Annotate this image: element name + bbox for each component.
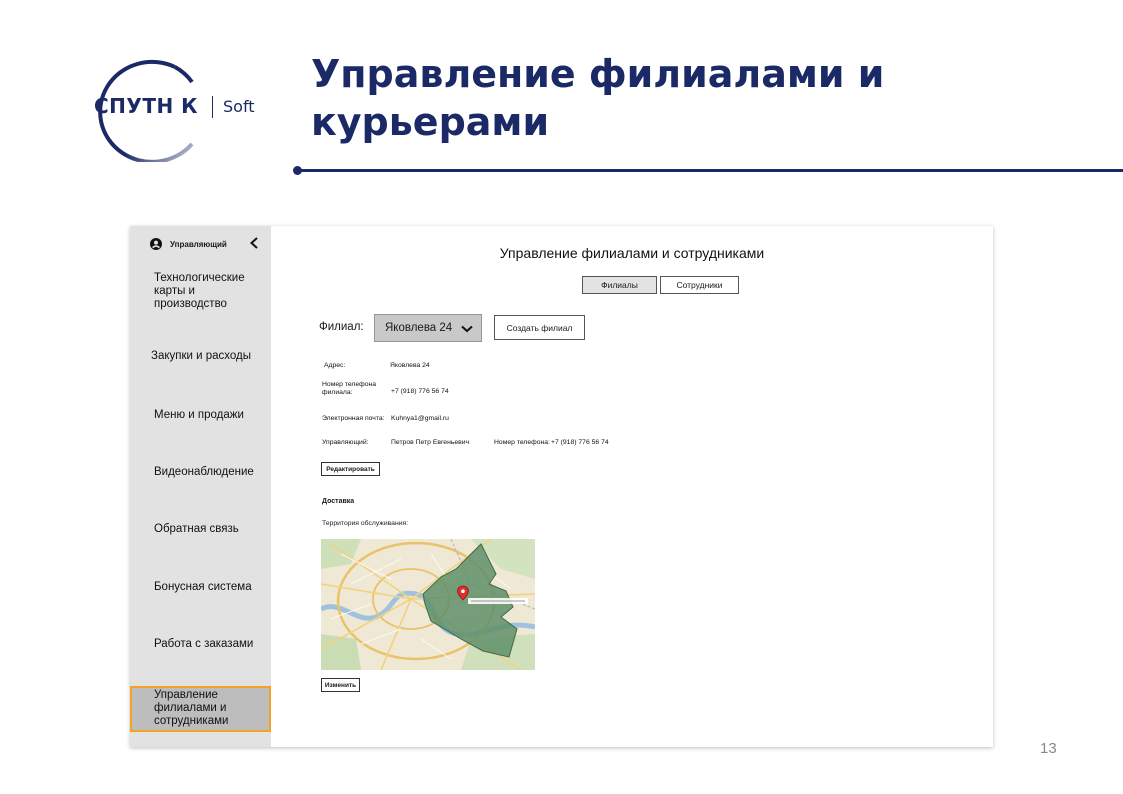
logo-soft-text: Soft (223, 97, 255, 116)
chevron-down-icon (461, 325, 473, 333)
page-number: 13 (1040, 740, 1057, 757)
map-canvas (321, 539, 535, 670)
sidebar-item-menu-sales[interactable]: Меню и продажи (154, 409, 244, 421)
email-value: Kuhnya1@gmail.ru (391, 415, 449, 422)
user-icon (150, 238, 162, 250)
chevron-left-icon[interactable] (248, 236, 260, 250)
main-panel (271, 226, 993, 747)
branch-select[interactable] (374, 314, 482, 342)
territory-label: Территория обслуживания: (322, 520, 409, 527)
email-label: Электронная почта: (322, 415, 385, 422)
tab-branches[interactable]: Филиалы (582, 276, 657, 294)
change-territory-button[interactable]: Изменить (321, 678, 360, 692)
edit-button[interactable]: Редактировать (321, 462, 380, 476)
app-window (130, 226, 993, 747)
manager-phone-label: Номер телефона: (494, 439, 550, 446)
user-row (150, 238, 262, 252)
address-label: Адрес: (324, 362, 346, 369)
logo-wordmark: СПУТН К (94, 94, 199, 118)
sidebar-item-purchases[interactable]: Закупки и расходы (151, 350, 252, 362)
branch-phone-label: Номер телефона филиала: (322, 381, 377, 396)
sidebar-item-bonus[interactable]: Бонусная система (154, 581, 252, 593)
tab-staff[interactable]: Сотрудники (660, 276, 739, 294)
manager-phone-value: +7 (918) 776 56 74 (551, 439, 609, 446)
delivery-map[interactable] (321, 539, 535, 670)
sidebar-item-tech-cards[interactable]: Технологические карты и производство (154, 272, 245, 310)
address-value: Яковлева 24 (390, 362, 430, 369)
sidebar (130, 226, 271, 747)
branch-select-value: Яковлева 24 (385, 322, 453, 334)
user-role-label: Управляющий (170, 240, 227, 249)
sidebar-item-orders[interactable]: Работа с заказами (154, 638, 254, 650)
slide-title: Управление филиалами и курьерами (311, 52, 885, 144)
manager-label: Управляющий: (322, 439, 369, 446)
sidebar-item-feedback[interactable]: Обратная связь (154, 523, 239, 535)
sidebar-item-video[interactable]: Видеонаблюдение (154, 466, 254, 478)
delivery-heading: Доставка (322, 498, 355, 505)
screen-title: Управление филиалами и сотрудниками (499, 245, 765, 261)
branch-phone-value: +7 (918) 776 56 74 (391, 388, 449, 395)
company-logo (80, 52, 280, 162)
title-rule (298, 169, 1123, 172)
logo-divider (212, 96, 213, 118)
manager-value: Петров Петр Евгеньевич (391, 439, 470, 446)
create-branch-button[interactable]: Создать филиал (494, 315, 585, 340)
branch-label: Филиал: (319, 321, 364, 333)
sidebar-item-branches[interactable]: Управление филиалами и сотрудниками (130, 686, 271, 732)
